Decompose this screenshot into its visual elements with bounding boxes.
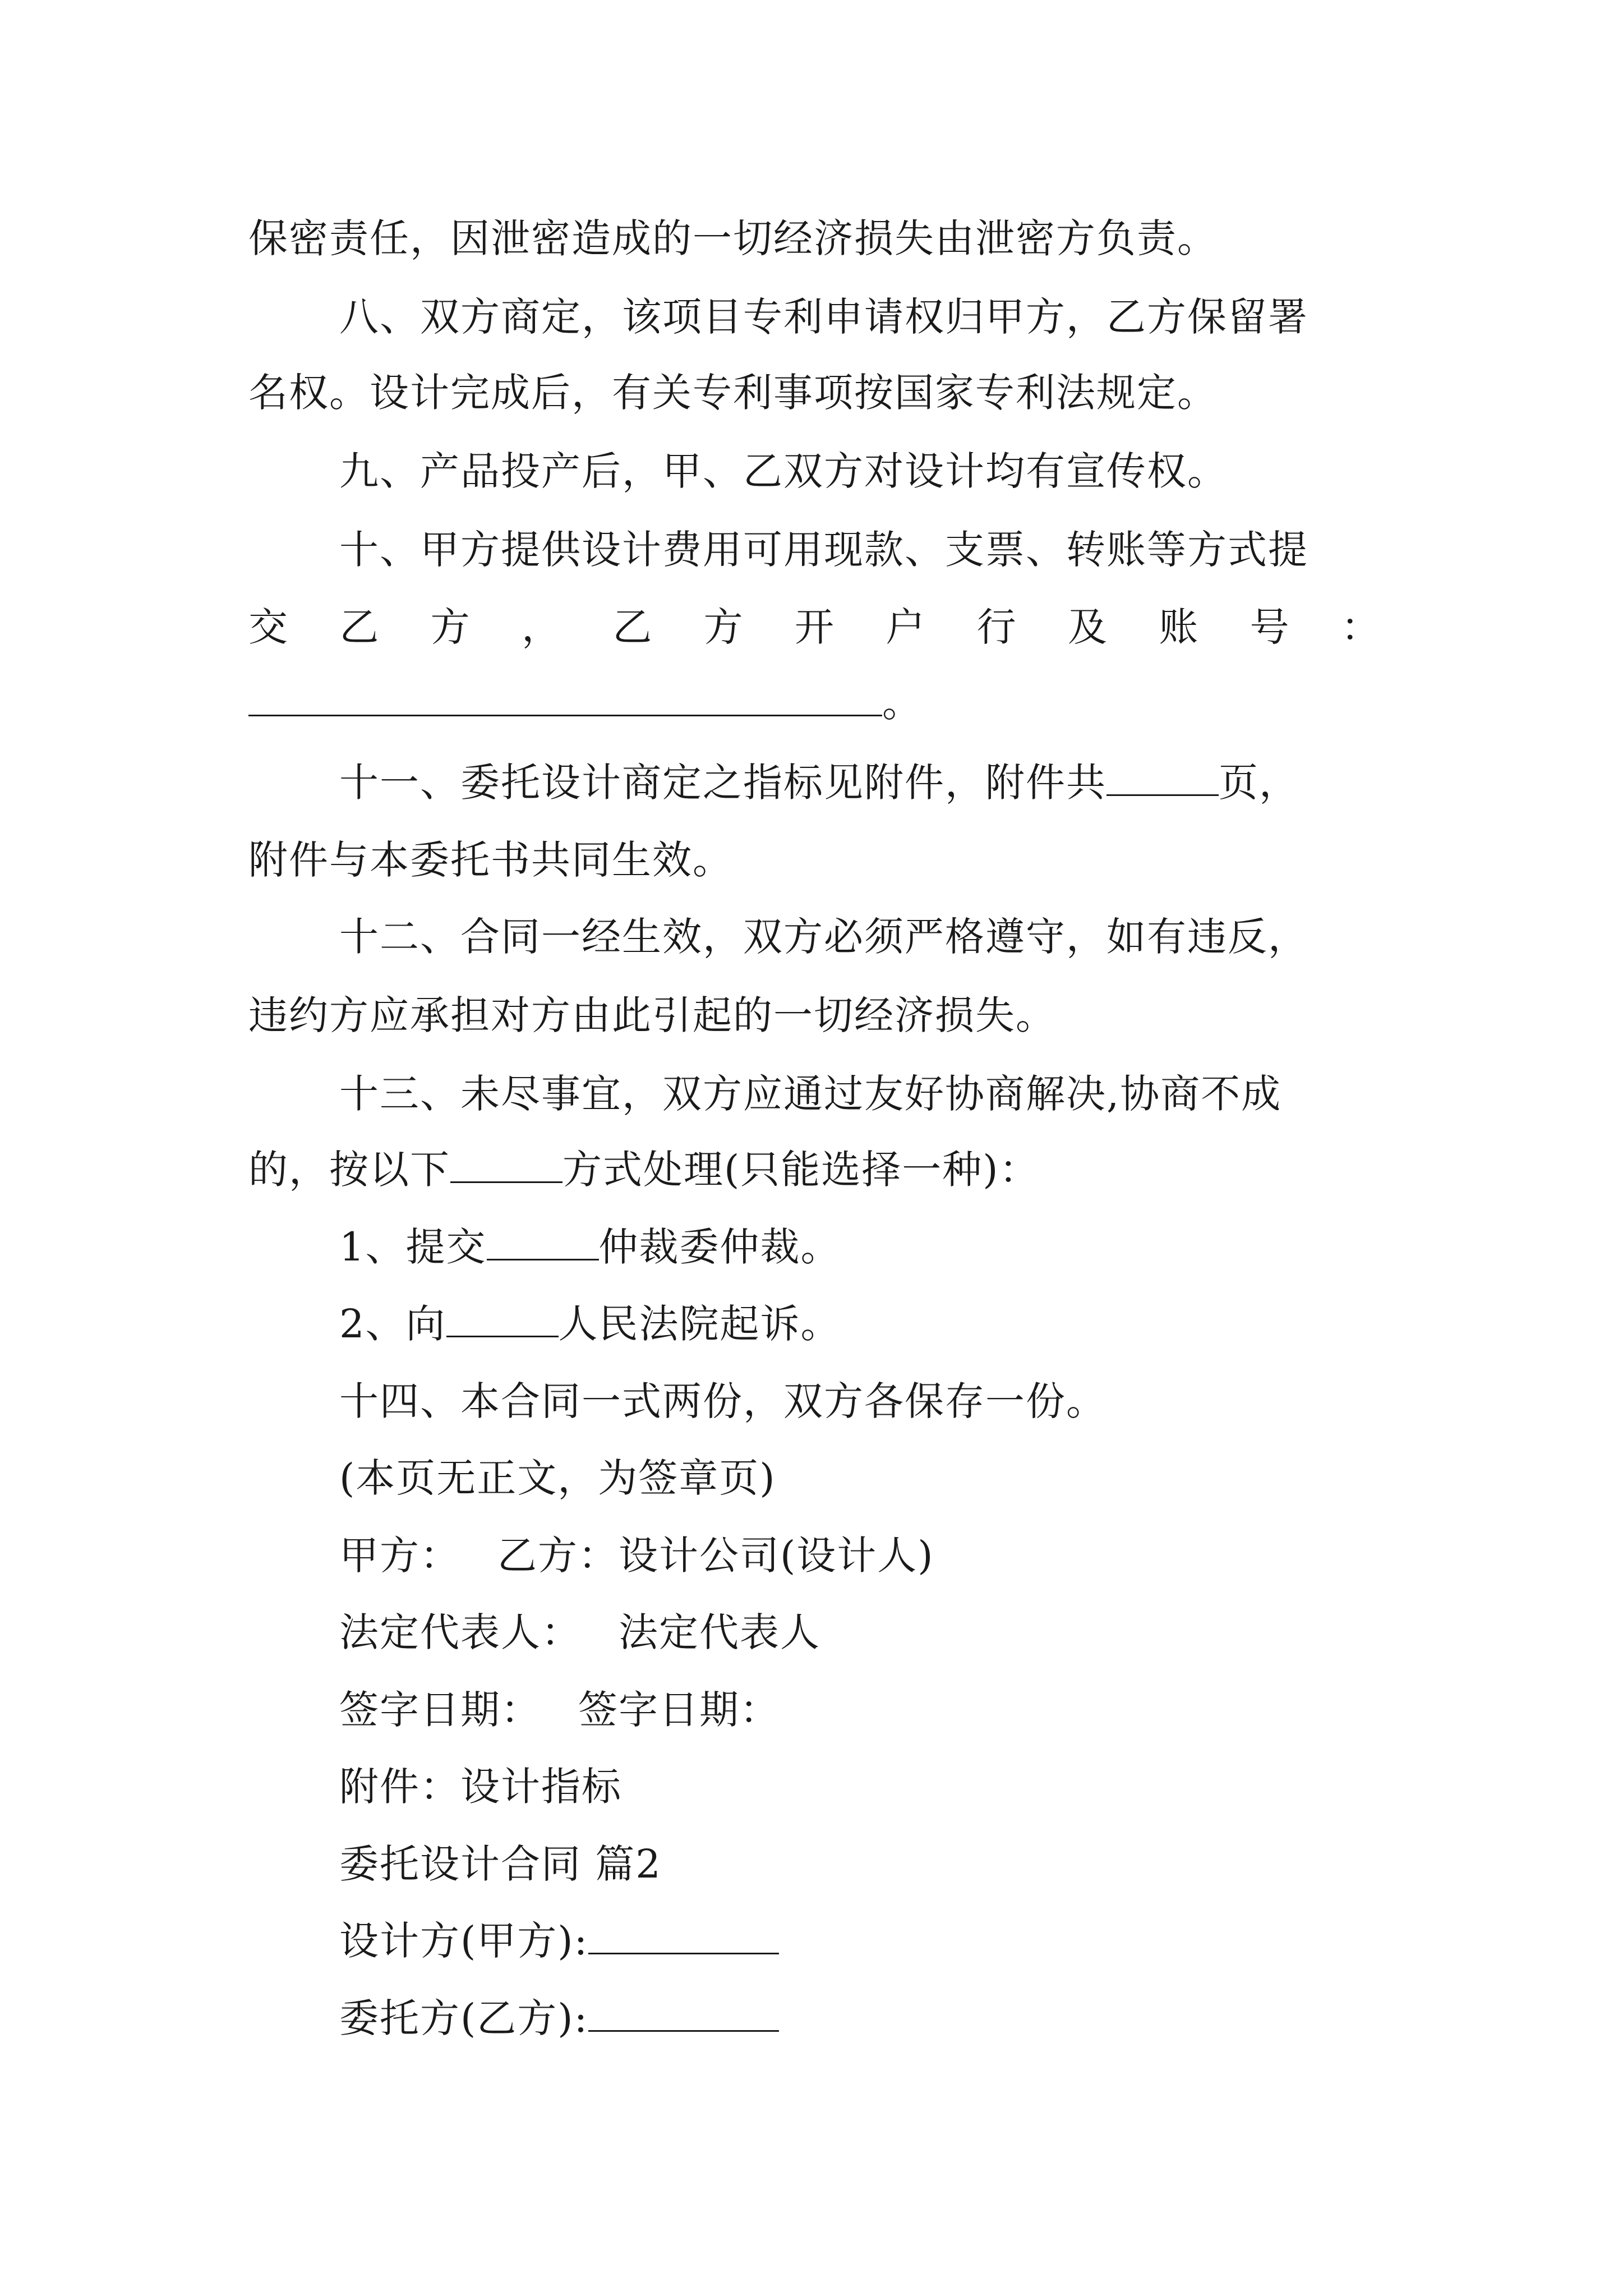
spread-char: 开	[794, 604, 834, 650]
clause-11-text-b: 页，	[1219, 760, 1299, 806]
clause-13-line-2	[248, 1142, 1623, 1198]
spread-char: 行	[976, 604, 1016, 650]
clause-11-line-1	[339, 754, 1623, 811]
option-2-text-b: 人民法院起诉。	[558, 1301, 841, 1347]
clause-13-text-a: 的，按以下	[248, 1147, 450, 1193]
sign-date-row	[339, 1682, 1623, 1738]
attachment-label: 附件：设计指标	[339, 1764, 622, 1810]
spread-char: 方	[703, 604, 743, 650]
spread-char: 乙	[612, 604, 652, 650]
option-1-text-b: 仲裁委仲裁。	[598, 1224, 841, 1270]
client-party-row	[339, 1990, 1623, 2046]
clause-10-line-1: 十、甲方提供设计费用可用现款、支票、转账等方式提	[339, 527, 1308, 573]
clause-13-text-b: 方式处理(只能选择一种)：	[562, 1147, 1040, 1193]
spread-char: 户	[886, 604, 925, 650]
option-1-text-a: 1、提交	[339, 1224, 487, 1270]
spread-char: 号	[1249, 604, 1289, 650]
dispute-method-blank[interactable]	[450, 1148, 562, 1183]
clause-10-period: 。	[882, 680, 923, 726]
designer-party-label: 设计方(甲方):	[339, 1918, 589, 1964]
designer-party-row	[339, 1913, 1623, 1969]
party-row	[339, 1527, 1623, 1584]
clause-8-line-2: 名权。设计完成后，有关专利事项按国家专利法规定。	[248, 370, 1218, 416]
legal-rep-row	[339, 1604, 1623, 1660]
spread-char: 交	[248, 604, 288, 650]
clause-10-line-2	[248, 599, 1380, 655]
sign-date-a: 签字日期：	[339, 1687, 541, 1733]
legal-rep-a: 法定代表人：	[339, 1609, 582, 1655]
spread-char: 乙	[339, 604, 379, 650]
clause-8-line-1: 八、双方商定，该项目专利申请权归甲方，乙方保留署	[339, 294, 1308, 340]
paragraph-confidentiality-end: 保密责任，因泄密造成的一切经济损失由泄密方负责。	[248, 215, 1218, 261]
party-b-label: 乙方：设计公司(设计人)	[497, 1533, 934, 1579]
option-2	[339, 1296, 1623, 1352]
option-1	[339, 1219, 1623, 1275]
spread-char: 账	[1159, 604, 1198, 650]
clause-11-text-a: 十一、委托设计商定之指标见附件，附件共	[339, 760, 1106, 806]
clause-11-line-2: 附件与本委托书共同生效。	[248, 837, 733, 883]
spread-char: ：	[1340, 604, 1380, 650]
sign-date-b: 签字日期：	[578, 1687, 780, 1733]
client-party-blank[interactable]	[588, 1996, 779, 2032]
client-party-label: 委托方(乙方):	[339, 1995, 589, 2041]
designer-party-blank[interactable]	[588, 1919, 779, 1954]
clause-14: 十四、本合同一式两份，双方各保存一份。	[339, 1378, 1106, 1424]
clause-12-line-2: 违约方应承担对方由此引起的一切经济损失。	[248, 992, 1056, 1038]
spread-char: ，	[521, 604, 561, 650]
spread-char: 方	[430, 604, 470, 650]
party-a-label: 甲方：	[339, 1533, 460, 1579]
attachment-pages-blank[interactable]	[1106, 761, 1219, 796]
option-2-text-a: 2、向	[339, 1301, 446, 1347]
clause-12-line-1: 十二、合同一经生效，双方必须严格遵守，如有违反，	[339, 914, 1308, 960]
arbitration-commission-blank[interactable]	[487, 1225, 599, 1260]
clause-13-line-1: 十三、未尽事宜，双方应通过友好协商解决,协商不成	[339, 1071, 1282, 1117]
section-heading: 委托设计合同 篇2	[339, 1841, 662, 1887]
clause-10-line-3	[248, 675, 1623, 731]
clause-9: 九、产品投产后，甲、乙双方对设计均有宣传权。	[339, 448, 1228, 494]
legal-rep-b: 法定代表人	[619, 1609, 820, 1655]
spread-char: 及	[1067, 604, 1107, 650]
signature-page-note: (本页无正文，为签章页)	[339, 1455, 776, 1501]
bank-account-blank[interactable]	[248, 681, 882, 716]
court-blank[interactable]	[446, 1302, 559, 1337]
